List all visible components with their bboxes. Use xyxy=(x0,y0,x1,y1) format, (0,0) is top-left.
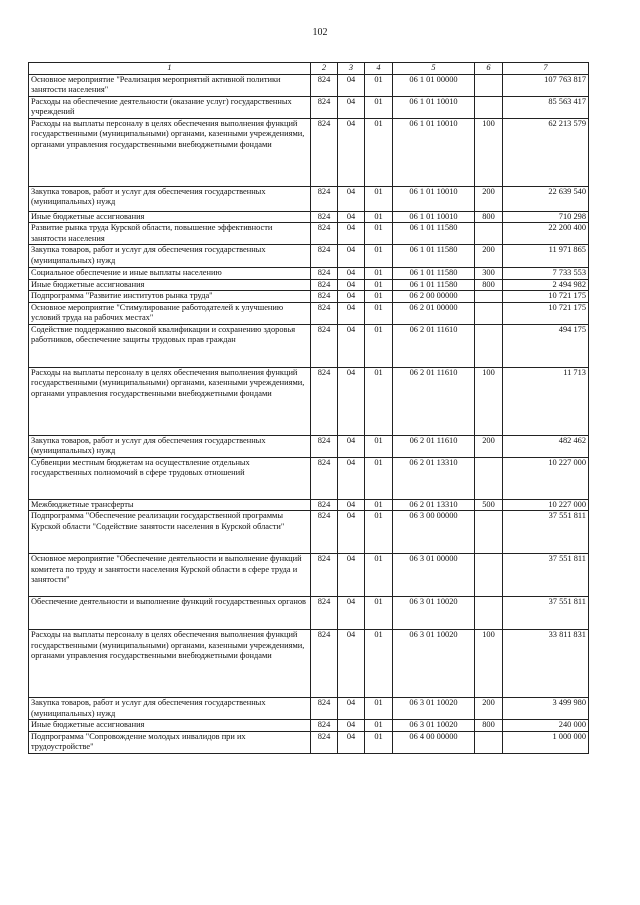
row-name: Закупка товаров, работ и услуг для обеспечения государственных (муниципальных) нужд xyxy=(29,186,311,211)
row-name: Расходы на выплаты персоналу в целях обеспечения выполнения функций государственными (муниципальными) органами, казенными учреждениями, органами управления государственными внебюджетными фондами xyxy=(29,630,311,698)
row-name: Содействие поддержанию высокой квалификации и сохранению здоровья работников, обеспечение защиты трудовых прав граждан xyxy=(29,324,311,367)
row-target-article: 06 3 01 10020 xyxy=(393,698,475,720)
row-section: 04 xyxy=(338,211,365,223)
row-expense-type xyxy=(475,302,503,324)
row-ministry: 824 xyxy=(311,291,338,303)
header-cell: 7 xyxy=(503,63,589,75)
row-section: 04 xyxy=(338,731,365,753)
row-subsection: 01 xyxy=(365,186,393,211)
row-section: 04 xyxy=(338,457,365,499)
row-amount: 1 000 000 xyxy=(503,731,589,753)
row-expense-type: 800 xyxy=(475,720,503,732)
row-subsection: 01 xyxy=(365,698,393,720)
table-row xyxy=(29,268,589,280)
row-subsection: 01 xyxy=(365,720,393,732)
row-target-article: 06 2 01 11610 xyxy=(393,367,475,435)
row-section: 04 xyxy=(338,324,365,367)
row-expense-type: 100 xyxy=(475,118,503,186)
table-row xyxy=(29,118,589,186)
row-ministry: 824 xyxy=(311,367,338,435)
row-name: Иные бюджетные ассигнования xyxy=(29,211,311,223)
header-cell: 5 xyxy=(393,63,475,75)
page-number: 102 xyxy=(312,27,328,38)
table-row xyxy=(29,223,589,245)
row-name: Межбюджетные трансферты xyxy=(29,499,311,511)
row-section: 04 xyxy=(338,630,365,698)
row-expense-type xyxy=(475,223,503,245)
row-target-article: 06 1 01 10010 xyxy=(393,96,475,118)
row-ministry: 824 xyxy=(311,511,338,554)
row-expense-type xyxy=(475,731,503,753)
row-expense-type: 200 xyxy=(475,435,503,457)
row-section: 04 xyxy=(338,118,365,186)
row-expense-type xyxy=(475,597,503,630)
row-amount: 10 721 175 xyxy=(503,291,589,303)
row-subsection: 01 xyxy=(365,499,393,511)
row-name: Обеспечение деятельности и выполнение функций государственных органов xyxy=(29,597,311,630)
row-section: 04 xyxy=(338,499,365,511)
row-section: 04 xyxy=(338,720,365,732)
row-name: Основное мероприятие "Обеспечение деятельности и выполнение функций комитета по труду и занятости населения Курской области в сфере труда и занятости" xyxy=(29,554,311,597)
row-expense-type xyxy=(475,554,503,597)
row-section: 04 xyxy=(338,302,365,324)
row-section: 04 xyxy=(338,268,365,280)
row-ministry: 824 xyxy=(311,435,338,457)
table-row xyxy=(29,96,589,118)
row-amount: 10 721 175 xyxy=(503,302,589,324)
row-name: Подпрограмма "Развитие институтов рынка труда" xyxy=(29,291,311,303)
row-target-article: 06 1 01 10010 xyxy=(393,118,475,186)
table-row xyxy=(29,435,589,457)
row-amount: 10 227 000 xyxy=(503,499,589,511)
table-row xyxy=(29,597,589,630)
row-target-article: 06 1 01 00000 xyxy=(393,74,475,96)
row-amount: 85 563 417 xyxy=(503,96,589,118)
table-row xyxy=(29,186,589,211)
row-name: Закупка товаров, работ и услуг для обеспечения государственных (муниципальных) нужд xyxy=(29,698,311,720)
row-subsection: 01 xyxy=(365,245,393,268)
table-row xyxy=(29,367,589,435)
row-section: 04 xyxy=(338,186,365,211)
row-amount: 37 551 811 xyxy=(503,554,589,597)
row-ministry: 824 xyxy=(311,211,338,223)
row-subsection: 01 xyxy=(365,731,393,753)
row-amount: 11 713 xyxy=(503,367,589,435)
row-target-article: 06 1 01 11580 xyxy=(393,245,475,268)
row-section: 04 xyxy=(338,698,365,720)
row-amount: 710 298 xyxy=(503,211,589,223)
header-cell: 1 xyxy=(29,63,311,75)
row-section: 04 xyxy=(338,554,365,597)
row-ministry: 824 xyxy=(311,457,338,499)
table-row xyxy=(29,511,589,554)
row-section: 04 xyxy=(338,597,365,630)
row-amount: 37 551 811 xyxy=(503,511,589,554)
row-expense-type xyxy=(475,457,503,499)
row-subsection: 01 xyxy=(365,223,393,245)
row-ministry: 824 xyxy=(311,554,338,597)
row-target-article: 06 2 01 00000 xyxy=(393,302,475,324)
row-target-article: 06 1 01 10010 xyxy=(393,186,475,211)
row-subsection: 01 xyxy=(365,367,393,435)
table-row xyxy=(29,302,589,324)
row-expense-type: 200 xyxy=(475,245,503,268)
row-amount: 7 733 553 xyxy=(503,268,589,280)
row-target-article: 06 3 01 10020 xyxy=(393,597,475,630)
row-amount: 494 175 xyxy=(503,324,589,367)
row-ministry: 824 xyxy=(311,597,338,630)
row-ministry: 824 xyxy=(311,630,338,698)
row-section: 04 xyxy=(338,245,365,268)
row-subsection: 01 xyxy=(365,554,393,597)
row-section: 04 xyxy=(338,291,365,303)
row-subsection: 01 xyxy=(365,302,393,324)
row-amount: 2 494 982 xyxy=(503,279,589,291)
row-name: Развитие рынка труда Курской области, повышение эффективности занятости населения xyxy=(29,223,311,245)
row-amount: 11 971 865 xyxy=(503,245,589,268)
row-ministry: 824 xyxy=(311,118,338,186)
row-subsection: 01 xyxy=(365,457,393,499)
row-section: 04 xyxy=(338,74,365,96)
row-expense-type xyxy=(475,291,503,303)
table-row xyxy=(29,279,589,291)
row-ministry: 824 xyxy=(311,324,338,367)
row-expense-type: 300 xyxy=(475,268,503,280)
row-expense-type xyxy=(475,96,503,118)
row-expense-type xyxy=(475,511,503,554)
row-name: Иные бюджетные ассигнования xyxy=(29,279,311,291)
row-name: Иные бюджетные ассигнования xyxy=(29,720,311,732)
row-name: Подпрограмма "Обеспечение реализации государственной программы Курской области "Содействие занятости населения в Курской области" xyxy=(29,511,311,554)
row-amount: 22 639 540 xyxy=(503,186,589,211)
row-ministry: 824 xyxy=(311,731,338,753)
row-subsection: 01 xyxy=(365,268,393,280)
row-amount: 33 811 831 xyxy=(503,630,589,698)
row-subsection: 01 xyxy=(365,511,393,554)
row-expense-type: 800 xyxy=(475,279,503,291)
row-subsection: 01 xyxy=(365,118,393,186)
row-name: Расходы на выплаты персоналу в целях обеспечения выполнения функций государственными (муниципальными) органами, казенными учреждениями, органами управления государственными внебюджетными фондами xyxy=(29,118,311,186)
row-name: Социальное обеспечение и иные выплаты населению xyxy=(29,268,311,280)
header-cell: 2 xyxy=(311,63,338,75)
row-subsection: 01 xyxy=(365,324,393,367)
row-ministry: 824 xyxy=(311,96,338,118)
header-cell: 6 xyxy=(475,63,503,75)
row-expense-type: 200 xyxy=(475,698,503,720)
row-target-article: 06 2 01 13310 xyxy=(393,457,475,499)
row-ministry: 824 xyxy=(311,268,338,280)
row-name: Подпрограмма "Сопровождение молодых инвалидов при их трудоустройстве" xyxy=(29,731,311,753)
table-row xyxy=(29,74,589,96)
row-expense-type: 800 xyxy=(475,211,503,223)
row-target-article: 06 2 01 13310 xyxy=(393,499,475,511)
row-expense-type xyxy=(475,324,503,367)
row-expense-type xyxy=(475,74,503,96)
header-cell: 3 xyxy=(338,63,365,75)
row-section: 04 xyxy=(338,223,365,245)
row-ministry: 824 xyxy=(311,245,338,268)
row-target-article: 06 2 01 11610 xyxy=(393,324,475,367)
row-ministry: 824 xyxy=(311,279,338,291)
row-name: Закупка товаров, работ и услуг для обеспечения государственных (муниципальных) нужд xyxy=(29,245,311,268)
header-cell: 4 xyxy=(365,63,393,75)
row-section: 04 xyxy=(338,96,365,118)
table-row xyxy=(29,554,589,597)
row-amount: 3 499 980 xyxy=(503,698,589,720)
row-name: Расходы на выплаты персоналу в целях обеспечения выполнения функций государственными (муниципальными) органами, казенными учреждениями, органами управления государственными внебюджетными фондами xyxy=(29,367,311,435)
row-section: 04 xyxy=(338,279,365,291)
row-target-article: 06 3 01 10020 xyxy=(393,630,475,698)
row-subsection: 01 xyxy=(365,211,393,223)
row-ministry: 824 xyxy=(311,74,338,96)
row-target-article: 06 3 00 00000 xyxy=(393,511,475,554)
budget-table xyxy=(28,62,589,754)
row-expense-type: 100 xyxy=(475,367,503,435)
row-name: Основное мероприятие "Стимулирование работодателей к улучшению условий труда на рабочих местах" xyxy=(29,302,311,324)
row-section: 04 xyxy=(338,511,365,554)
row-ministry: 824 xyxy=(311,720,338,732)
row-target-article: 06 1 01 11580 xyxy=(393,279,475,291)
row-name: Основное мероприятие "Реализация мероприятий активной политики занятости населения" xyxy=(29,74,311,96)
row-name: Расходы на обеспечение деятельности (оказание услуг) государственных учреждений xyxy=(29,96,311,118)
table-row xyxy=(29,324,589,367)
row-amount: 240 000 xyxy=(503,720,589,732)
row-ministry: 824 xyxy=(311,223,338,245)
row-name: Закупка товаров, работ и услуг для обеспечения государственных (муниципальных) нужд xyxy=(29,435,311,457)
table-row xyxy=(29,720,589,732)
header-row xyxy=(29,63,589,75)
row-target-article: 06 1 01 11580 xyxy=(393,268,475,280)
row-target-article: 06 3 01 10020 xyxy=(393,720,475,732)
row-section: 04 xyxy=(338,367,365,435)
row-name: Субвенции местным бюджетам на осуществление отдельных государственных полномочий в сфере трудовых отношений xyxy=(29,457,311,499)
row-ministry: 824 xyxy=(311,302,338,324)
row-target-article: 06 3 01 00000 xyxy=(393,554,475,597)
row-subsection: 01 xyxy=(365,291,393,303)
row-amount: 22 200 400 xyxy=(503,223,589,245)
row-subsection: 01 xyxy=(365,279,393,291)
row-ministry: 824 xyxy=(311,698,338,720)
row-ministry: 824 xyxy=(311,186,338,211)
table-row xyxy=(29,457,589,499)
row-amount: 482 462 xyxy=(503,435,589,457)
row-subsection: 01 xyxy=(365,597,393,630)
row-target-article: 06 2 01 11610 xyxy=(393,435,475,457)
row-target-article: 06 1 01 11580 xyxy=(393,223,475,245)
row-target-article: 06 4 00 00000 xyxy=(393,731,475,753)
row-amount: 62 213 579 xyxy=(503,118,589,186)
table-row xyxy=(29,211,589,223)
row-section: 04 xyxy=(338,435,365,457)
row-subsection: 01 xyxy=(365,435,393,457)
row-amount: 10 227 000 xyxy=(503,457,589,499)
table-row xyxy=(29,499,589,511)
row-amount: 37 551 811 xyxy=(503,597,589,630)
row-subsection: 01 xyxy=(365,630,393,698)
row-subsection: 01 xyxy=(365,96,393,118)
row-expense-type: 200 xyxy=(475,186,503,211)
table-row xyxy=(29,698,589,720)
table-row xyxy=(29,630,589,698)
row-expense-type: 500 xyxy=(475,499,503,511)
row-ministry: 824 xyxy=(311,499,338,511)
row-expense-type: 100 xyxy=(475,630,503,698)
row-target-article: 06 1 01 10010 xyxy=(393,211,475,223)
row-subsection: 01 xyxy=(365,74,393,96)
table-row xyxy=(29,291,589,303)
row-amount: 107 763 817 xyxy=(503,74,589,96)
table-row xyxy=(29,731,589,753)
table-row xyxy=(29,245,589,268)
row-target-article: 06 2 00 00000 xyxy=(393,291,475,303)
